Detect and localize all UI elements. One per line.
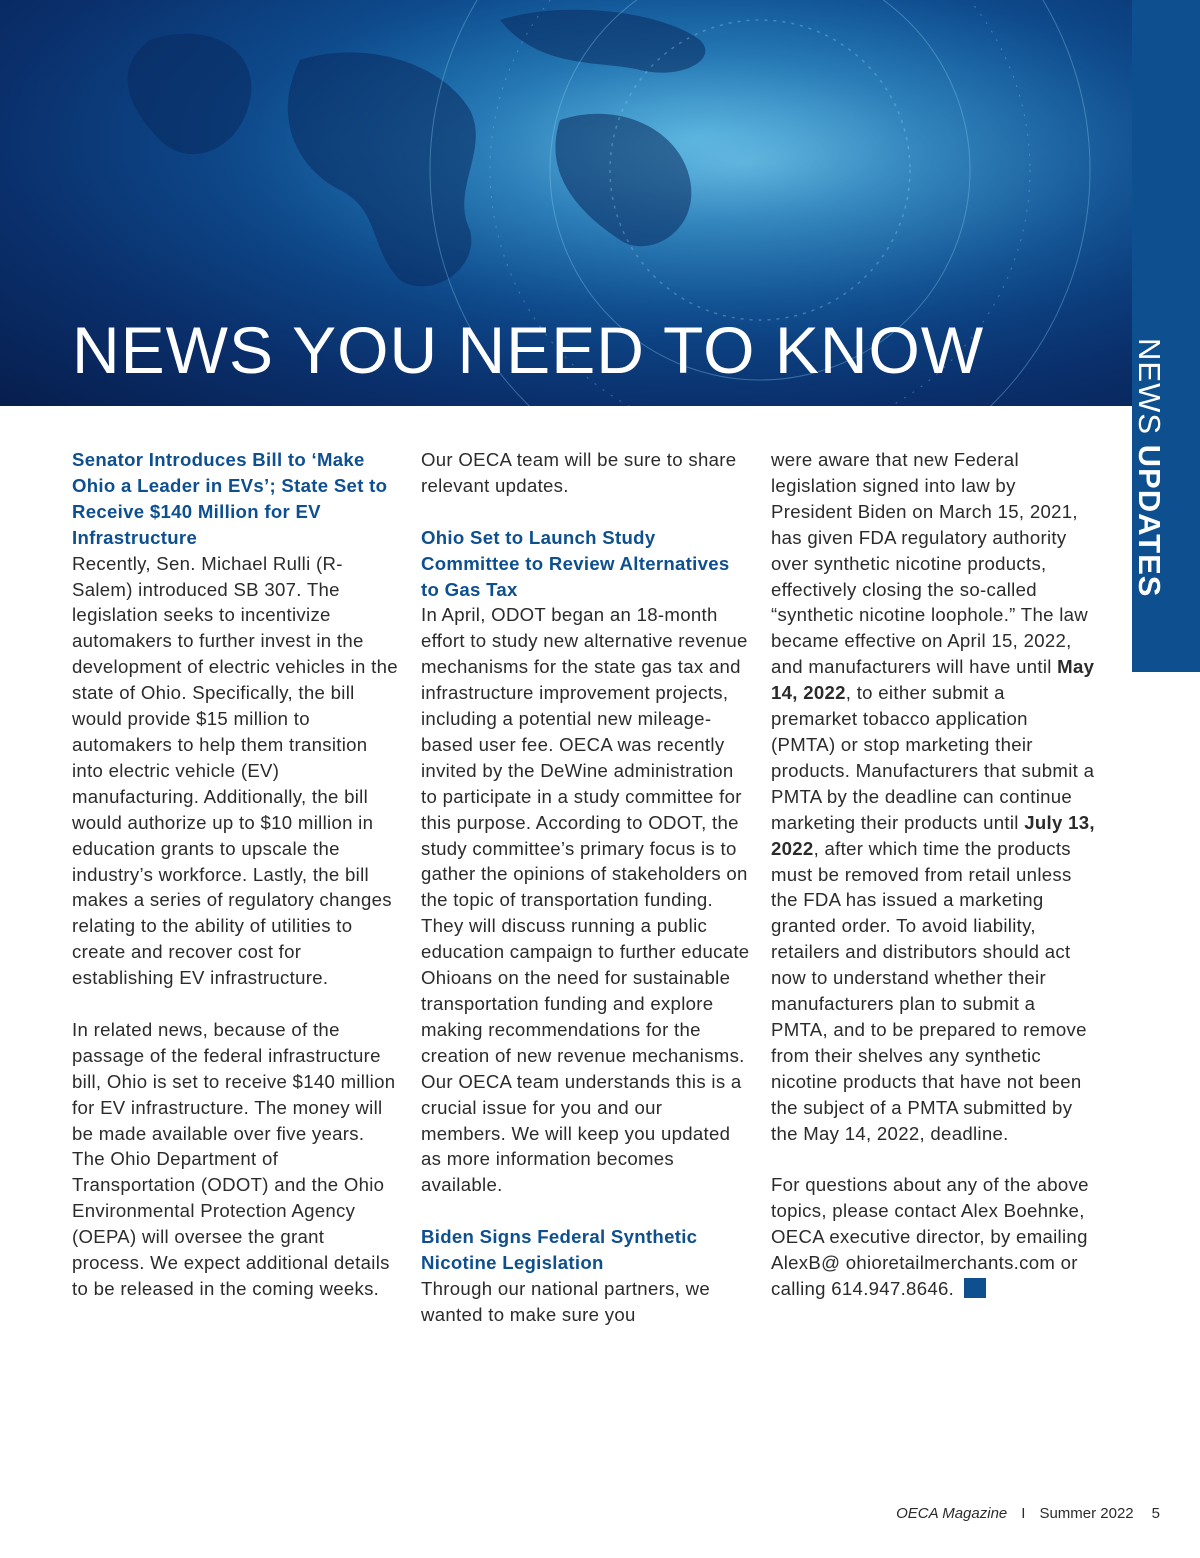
deadline-date-1: May 14, 2022 bbox=[771, 656, 1095, 704]
article-ev-headline: Senator Introduces Bill to ‘Make Ohio a Leader in EVs’; State Set to Receive $140 Million for EV Infrastructure bbox=[72, 449, 388, 548]
article-ev-paragraph-3: Our OECA team will be sure to share relevant updates. bbox=[421, 449, 737, 496]
footer-issue: Summer 2022 bbox=[1039, 1505, 1134, 1522]
article-gas-tax-paragraph: In April, ODOT began an 18-month effort to study new alternative revenue mechanisms for the state gas tax and infrastructure improvement projects, including a potential new mileage-based user fee. OECA was recently invited by the DeWine administration to participate in a study committee for this purpose. According to ODOT, the study committee’s primary focus is to gather the opinions of stakeholders on the topic of transportation funding. They will discuss running a public education campaign to further educate Ohioans on the need for sustainable transportation funding and explore making recommendations for the creation of new revenue mechanisms. Our OECA team understands this is a crucial issue for you and our members. We will keep you updated as more information becomes available. bbox=[421, 604, 750, 1196]
deadline-date-2: July 13, 2022 bbox=[771, 811, 1095, 859]
footer-page-number: 5 bbox=[1151, 1505, 1160, 1522]
article-ev-paragraph-2: In related news, because of the passage of the federal infrastructure bill, Ohio is set to receive $140 million for EV infrastructure. The money will be made available over five years. The Ohio Department of Transportation (ODOT) and the Ohio Environmental Protection Agency (OEPA) will oversee the grant process. We expect additional details to be released in the coming weeks. bbox=[72, 1018, 396, 1299]
section-tab-label bbox=[1132, 338, 1166, 597]
column-3 bbox=[771, 447, 1096, 1302]
article-nicotine-text-part-b: were aware that new Federal legislation signed into law by President Biden on March 15, 2021, has given FDA regulatory authority over synthetic nicotine products, effectively closing the so-called “synthetic nicotine loophole.” The law became effective on April 15, 2022, and manufacturers will have until bbox=[771, 449, 1088, 678]
column-2 bbox=[421, 447, 751, 1328]
article-nicotine-text-end: , after which time the products must be removed from retail unless the FDA has issued a marketing granted order. To avoid liability, retailers and distributors should act now to understand whether their manufacturers plan to submit a PMTA, and to be prepared to remove from their shelves any synthetic nicotine products that have not been the subject of a PMTA submitted by the May 14, 2022, deadline. bbox=[771, 837, 1087, 1144]
section-tab-label-light: NEWS bbox=[1132, 338, 1167, 445]
contact-text: For questions about any of the above topics, please contact Alex Boehnke, OECA executive director, by emailing AlexB@ ohioretailmerchants.com or calling 614.947.8646. bbox=[771, 1174, 1089, 1299]
article-nicotine-paragraph-continued bbox=[771, 447, 1096, 1146]
article-gas-tax-headline: Ohio Set to Launch Study Committee to Review Alternatives to Gas Tax bbox=[421, 526, 730, 600]
article-nicotine-text-part-a: Through our national partners, we wanted to make sure you bbox=[421, 1277, 710, 1325]
article-nicotine-headline: Biden Signs Federal Synthetic Nicotine Legislation bbox=[421, 1226, 698, 1274]
footer-separator: I bbox=[1021, 1505, 1026, 1522]
section-tab-label-bold: UPDATES bbox=[1132, 444, 1167, 598]
end-mark-square bbox=[964, 1278, 986, 1298]
hero-banner bbox=[0, 0, 1200, 406]
page-footer bbox=[896, 1504, 1160, 1524]
article-ev-paragraph-1: Recently, Sen. Michael Rulli (R-Salem) introduced SB 307. The legislation seeks to incentivize automakers to further invest in the development of electric vehicles in the state of Ohio. Specifically, the bill would provide $15 million to automakers to help them transition into electric vehicle (EV) manufacturing. Additionally, the bill would authorize up to $10 million in education grants to upscale the industry’s workforce. Lastly, the bill makes a series of regulatory changes relating to the ability of utilities to create and recover cost for establishing EV infrastructure. bbox=[72, 552, 398, 989]
column-1 bbox=[72, 447, 402, 1302]
footer-magazine-name: OECA Magazine bbox=[896, 1505, 1008, 1522]
contact-paragraph bbox=[771, 1172, 1096, 1302]
article-nicotine-paragraph-start bbox=[421, 1276, 751, 1328]
page-title: NEWS YOU NEED TO KNOW bbox=[72, 313, 985, 387]
article-nicotine-text-middle: , to either submit a premarket tobacco application (PMTA) or stop marketing their products. Manufacturers that submit a PMTA by the deadline can continue marketing their products until bbox=[771, 682, 1095, 833]
